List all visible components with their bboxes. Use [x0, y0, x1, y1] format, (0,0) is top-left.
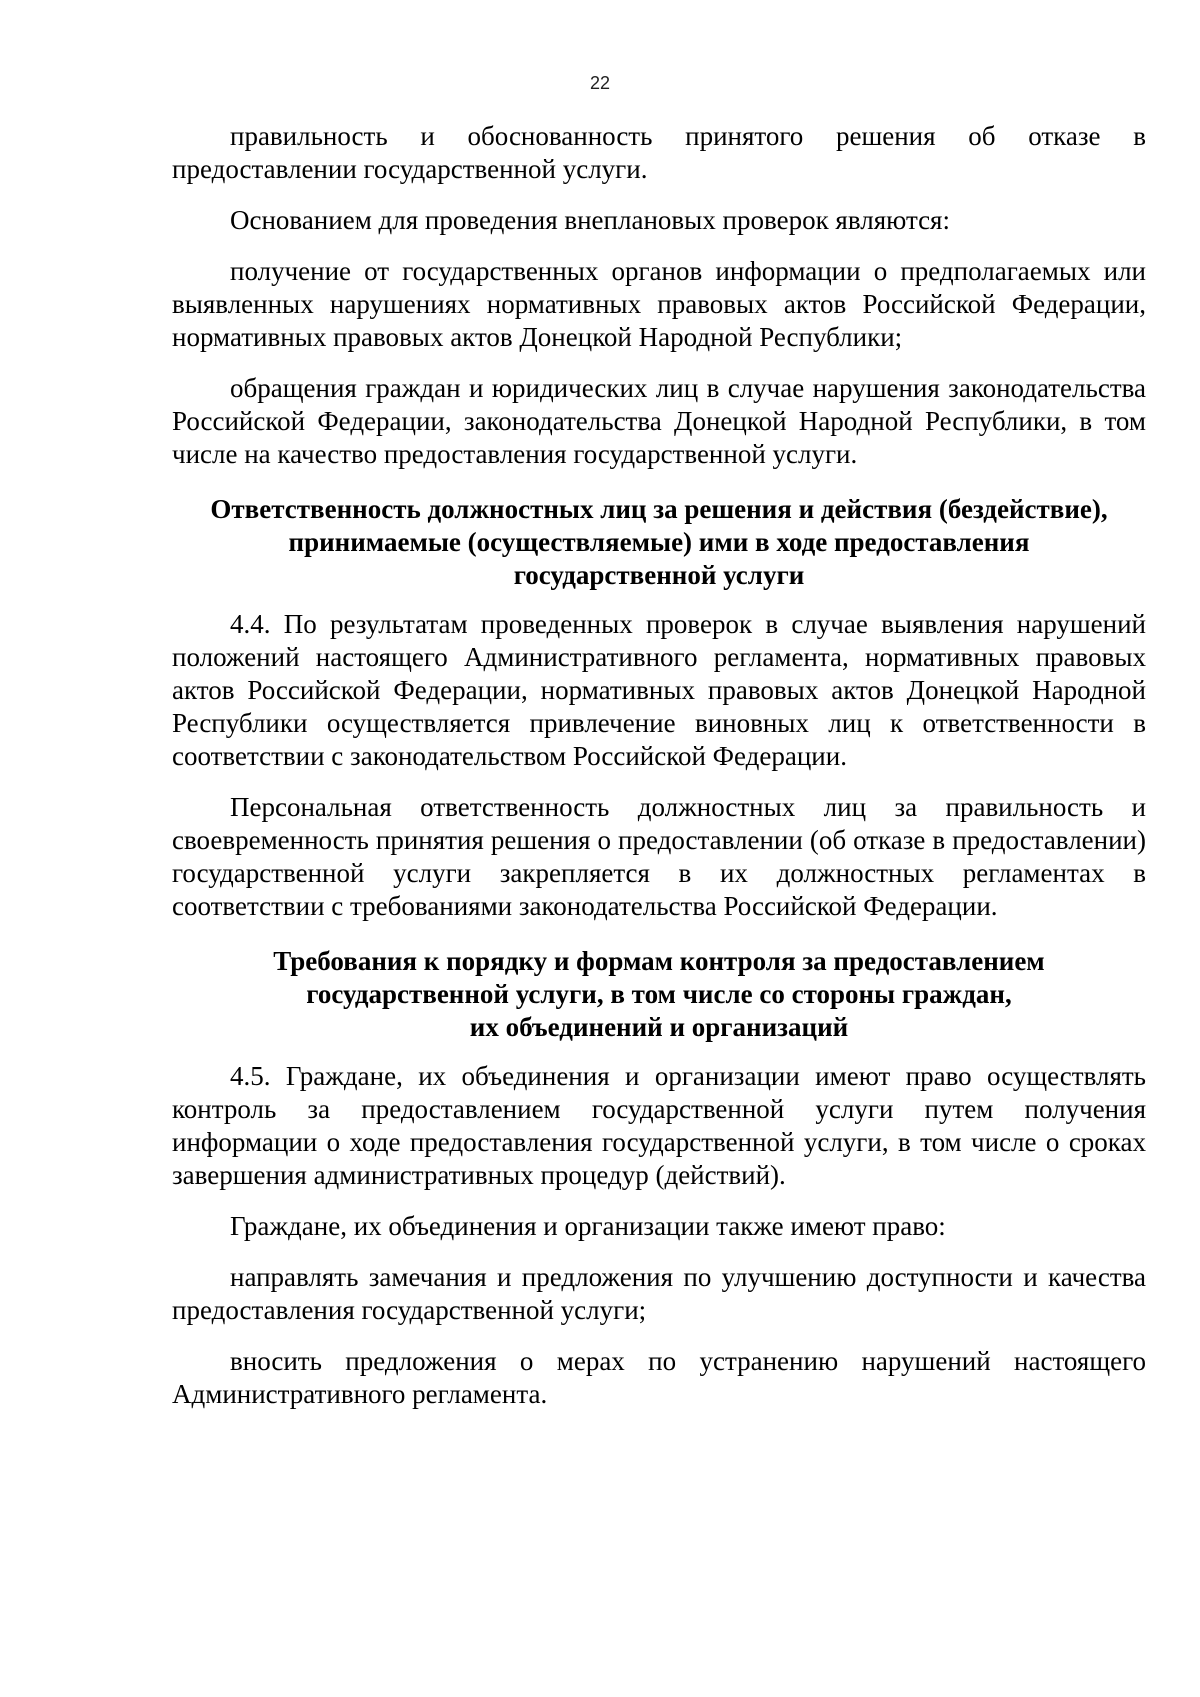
heading-line: их объединений и организаций	[469, 1012, 849, 1042]
page-number: 22	[589, 73, 611, 93]
heading-line: государственной услуги	[513, 560, 805, 590]
heading-line: государственной услуги, в том числе со стороны граждан,	[306, 979, 1012, 1009]
paragraph-state-bodies-info: получение от государственных органов информации о предполагаемых или выявленных нарушениях нормативных правовых актов Российской Федерации, нормативных правовых актов Донецкой Народной Республики;	[172, 256, 1146, 352]
heading-line: Требования к порядку и формам контроля за предоставлением	[273, 946, 1045, 976]
paragraph-submit-remarks: направлять замечания и предложения по улучшению доступности и качества предоставления государственной услуги;	[172, 1262, 1146, 1325]
document-body	[172, 120, 1146, 1429]
paragraph-propose-measures: вносить предложения о мерах по устранению нарушений настоящего Административного регламента.	[172, 1346, 1146, 1409]
paragraph-unscheduled-grounds: Основанием для проведения внеплановых проверок являются:	[230, 205, 950, 235]
paragraph-citizen-appeals: обращения граждан и юридических лиц в случае нарушения законодательства Российской Федерации, законодательства Донецкой Народной Республики, в том числе на качество предоставления государственной услуги.	[172, 373, 1146, 469]
paragraph-4-5: 4.5. Граждане, их объединения и организации имеют право осуществлять контроль за предоставлением государственной услуги путем получения информации о ходе предоставления государственной услуги, в том числе о сроках завершения административных процедур (действий).	[172, 1061, 1146, 1190]
section-heading-responsibility	[172, 493, 1146, 592]
heading-line: Ответственность должностных лиц за решения и действия (бездействие),	[210, 494, 1108, 524]
section-heading-control-requirements	[172, 945, 1146, 1044]
paragraph-personal-responsibility: Персональная ответственность должностных лиц за правильность и своевременность принятия решения о предоставлении (об отказе в предоставлении) государственной услуги закрепляется в их должностных регламентах в соответствии с требованиями законодательства Российской Федерации.	[172, 792, 1146, 921]
paragraph-citizens-rights: Граждане, их объединения и организации также имеют право:	[230, 1211, 946, 1241]
paragraph-decision-validity: правильность и обоснованность принятого решения об отказе в предоставлении государственной услуги.	[172, 121, 1146, 184]
heading-line: принимаемые (осуществляемые) ими в ходе предоставления	[288, 527, 1030, 557]
paragraph-4-4: 4.4. По результатам проведенных проверок в случае выявления нарушений положений настоящего Административного регламента, нормативных правовых актов Российской Федерации, нормативных правовых актов Донецкой Народной Республики осуществляется привлечение виновных лиц к ответственности в соответствии с законодательством Российской Федерации.	[172, 609, 1146, 771]
